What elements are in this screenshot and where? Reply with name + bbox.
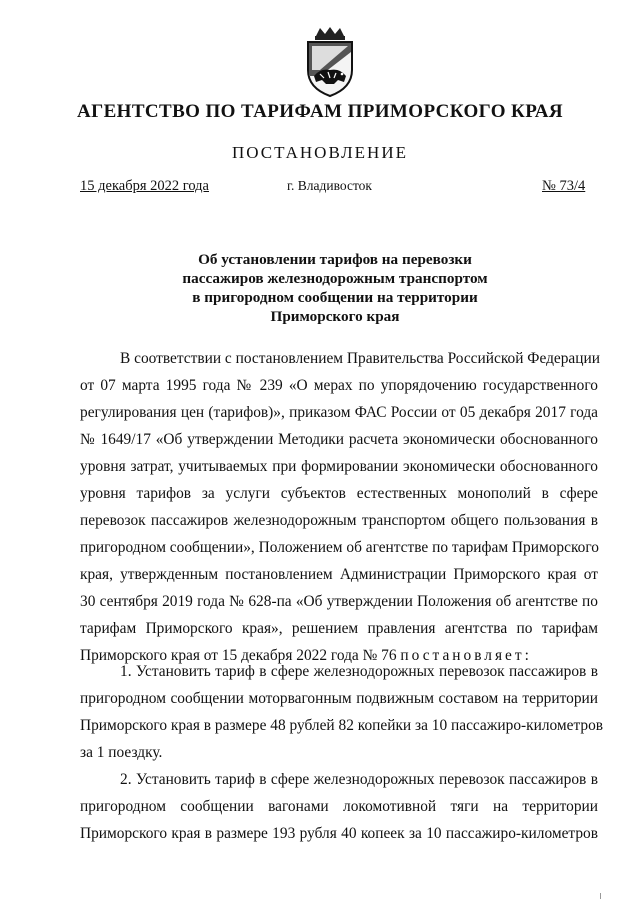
text-line: за 1 поездку.	[80, 744, 163, 761]
item-1-paragraph	[80, 658, 604, 766]
text-line: регулирования цен (тарифов)», приказом ФАС России от 05 декабря 2017 года	[80, 404, 598, 421]
agency-name: АГЕНТСТВО ПО ТАРИФАМ ПРИМОРСКОГО КРАЯ	[76, 101, 564, 122]
preamble-paragraph	[80, 345, 598, 669]
title-line: пассажиров железнодорожным транспортом	[182, 270, 488, 287]
title-line: в пригородном сообщении на территории	[192, 289, 478, 306]
text-line: края, утвержденным постановлением Администрации Приморского края от	[80, 566, 598, 583]
text-line: пригородном сообщении вагонами локомотивной тяги на территории	[80, 798, 598, 815]
text-line: перевозок пассажиров железнодорожным транспортом общего пользования в	[80, 512, 598, 529]
text-line: пригородном сообщении», Положением об агентстве по тарифам Приморского	[80, 539, 599, 556]
decree-word: постановляет:	[400, 647, 532, 664]
text-line: от 07 марта 1995 года № 239 «О мерах по упорядочению государственного	[80, 377, 598, 394]
title-line: Об установлении тарифов на перевозки	[198, 251, 472, 268]
text-line: 1. Установить тариф в сфере железнодорожных перевозок пассажиров в	[120, 663, 598, 680]
document-type: ПОСТАНОВЛЕНИЕ	[231, 143, 408, 162]
scan-mark	[600, 893, 605, 899]
text-line: № 1649/17 «Об утверждении Методики расчета экономически обоснованного	[80, 431, 598, 448]
text-line: В соответствии с постановлением Правительства Российской Федерации	[120, 350, 600, 367]
preamble-last-text: Приморского края от 15 декабря 2022 года № 76	[80, 647, 397, 664]
item-2-paragraph	[80, 766, 598, 847]
text-line: 2. Установить тариф в сфере железнодорожных перевозок пассажиров в	[120, 771, 598, 788]
document-number: № 73/4	[542, 178, 586, 194]
text-line: Приморского края в размере 193 рубля 40 копеек за 10 пассажиро-километров	[80, 825, 598, 842]
text-line: уровня тарифов за услуги субъектов естественных монополий в сфере	[80, 485, 598, 502]
text-line: пригородном сообщении моторвагонным подвижным составом на территории	[80, 690, 598, 707]
primorsky-coat-of-arms-icon	[298, 26, 362, 98]
title-line: Приморского края	[270, 308, 400, 325]
document-city: г. Владивосток	[287, 178, 372, 193]
text-line: Приморского края в размере 48 рублей 82 копейки за 10 пассажиро-километров	[80, 717, 604, 734]
document-title	[140, 250, 530, 326]
document-date: 15 декабря 2022 года	[80, 178, 209, 194]
text-line: 30 сентября 2019 года № 628-па «Об утверждении Положения об агентстве по	[80, 593, 598, 610]
text-line: тарифам Приморского края», решением правления агентства по тарифам	[80, 620, 598, 637]
text-line: уровня затрат, учитываемых при формировании экономически обоснованного	[80, 458, 598, 475]
